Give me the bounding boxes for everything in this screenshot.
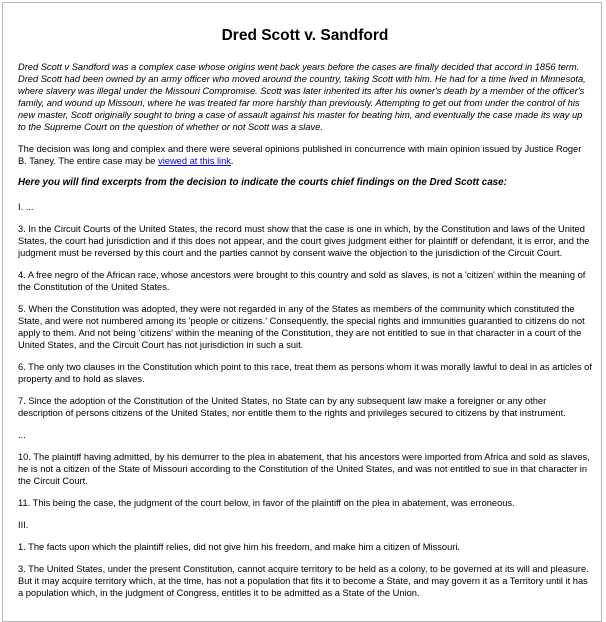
document-body bbox=[18, 27, 592, 609]
excerpt-paragraph: 1. The facts upon which the plaintiff relies, did not give him his freedom, and make him a citizen of Missouri. bbox=[18, 542, 460, 552]
excerpt-paragraph: 10. The plaintiff having admitted, by his demurrer to the plea in abatement, that his ancestors were imported from Africa and sold as slaves, he is not a citizen of the State of Missouri according to the Constitution of the United States, and was not entitled to sue in that character in the Circuit Court. bbox=[18, 452, 590, 486]
decision-text-end: . bbox=[230, 156, 234, 166]
excerpt-paragraph: III. bbox=[18, 520, 29, 530]
excerpts-heading: Here you will find excerpts from the decision to indicate the courts chief findings on the Dred Scott case: bbox=[18, 177, 507, 188]
excerpt-paragraph: ... bbox=[18, 430, 26, 440]
excerpt-paragraph: 11. This being the case, the judgment of the court below, in favor of the plaintiff on the plea in abatement, was erroneous. bbox=[18, 498, 515, 508]
decision-paragraph bbox=[18, 143, 592, 167]
excerpt-paragraph: I. ... bbox=[18, 202, 34, 212]
excerpt-paragraph: 7. Since the adoption of the Constitution of the United States, no State can by any subsequent law make a foreigner or any other description of persons citizens of the United States, nor entitle them to the rights and privileges secured to citizens by that instrument. bbox=[18, 396, 566, 418]
excerpt-paragraph: 4. A free negro of the African race, whose ancestors were brought to this country and sold as slaves, is not a 'citizen' within the meaning of the Constitution of the United States. bbox=[18, 270, 586, 292]
page-frame bbox=[2, 2, 602, 622]
excerpt-paragraph: 3. The United States, under the present Constitution, cannot acquire territory to be held as a colony, to be governed at its will and pleasure. But it may acquire territory which, at the time, has not a population that fits it to become a State, and may govern it as a Territory until it has a population which, in the judgment of Congress, entitles it to be admitted as a State of the Union. bbox=[18, 564, 589, 598]
decision-text: The decision was long and complex and there were several opinions published in concurrence with main opinion issued by Justice Roger B. Taney. The entire case may be bbox=[18, 144, 582, 166]
intro-paragraph: Dred Scott v Sandford was a complex case whose origins went back years before the cases are finally decided that accord in 1856 term. Dred Scott had been owned by an army officer who moved around the country, taking Scott with him. He had for a time lived in Minnesota, where slavery was illegal under the Missouri Compromise. Scott was later inherited its after his owner's death by a member of the officer's family, and wound up Missouri, where he was treated far more harshly than previously. Attempting to get out from under the control of his new master, Scott originally sought to bring a case of assault against his master for beating him, and eventually the case made its way up to the Supreme Court on the question of whether or not Scott was a slave. bbox=[18, 62, 586, 132]
excerpt-paragraph: 3. In the Circuit Courts of the United States, the record must show that the case is one in which, by the Constitution and laws of the United States, the court had jurisdiction and if this does not appear, and the court gives judgment either for plaintiff or defendant, it is error, and the judgment must be reversed by this court and the parties cannot by consent waive the objection to the jurisdiction of the Circuit Court. bbox=[18, 224, 590, 258]
case-link[interactable]: viewed at this link bbox=[158, 156, 231, 166]
excerpt-paragraph: 6. The only two clauses in the Constitution which point to this race, treat them as persons whom it was morally lawful to deal in as articles of property and to hold as slaves. bbox=[18, 362, 592, 384]
page-title: Dred Scott v. Sandford bbox=[221, 27, 389, 44]
excerpt-paragraph: 5. When the Constitution was adopted, they were not regarded in any of the States as members of the community which constituted the State, and were not numbered among its 'people or citizens.' Consequently, the special rights and immunities guarantied to citizens do not apply to them. And not being 'citizens' within the meaning of the Constitution, they are not entitled to sue in that character in a court of the United States, and the Circuit Court has not jurisdiction in such a suit. bbox=[18, 304, 585, 350]
